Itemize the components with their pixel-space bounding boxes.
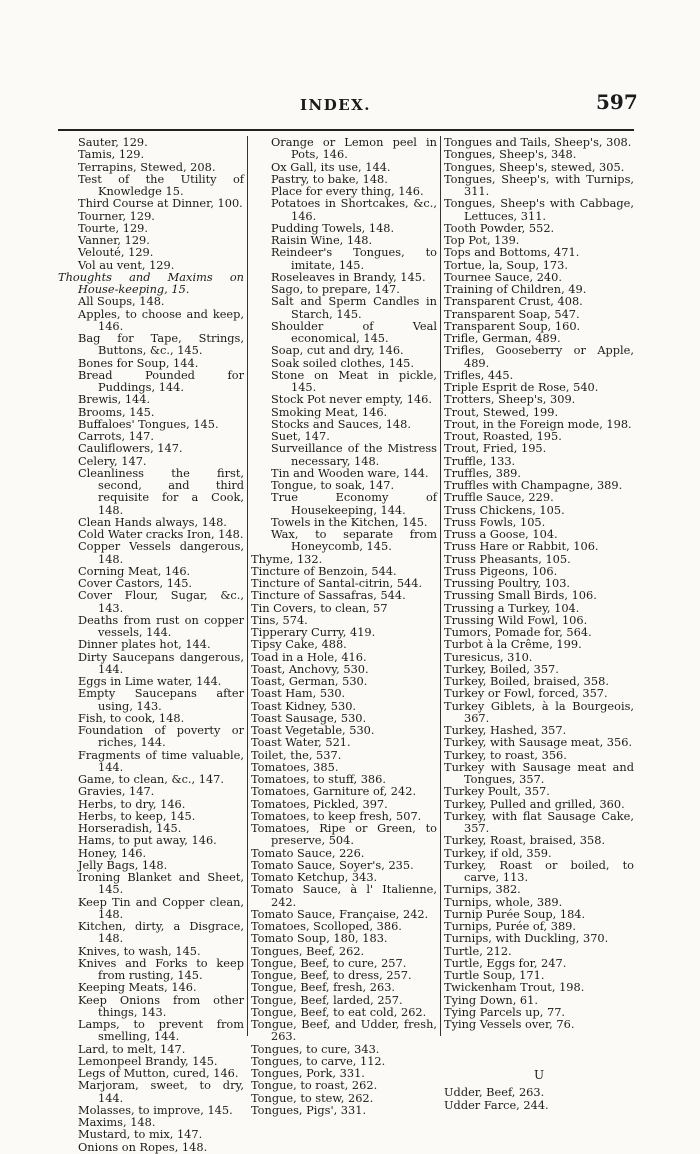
index-entry: Turnips, Purée of, 389.: [444, 919, 577, 933]
index-entry: Copper Vessels dangerous, 148.: [78, 539, 244, 566]
index-entry: Tin and Wooden ware, 144.: [271, 465, 429, 480]
index-entry: Apples, to choose and keep, 146.: [78, 306, 244, 333]
index-entry: Cover Flour, Sugar, &c., 143.: [78, 588, 244, 615]
index-entry: Thoughts and Maxims on House-keeping, 15.: [58, 269, 244, 296]
index-entry: Tops and Bottoms, 471.: [444, 245, 580, 260]
index-entry: Brooms, 145.: [78, 404, 155, 419]
index-entry: Eggs in Lime water, 144.: [78, 674, 222, 688]
index-entry: Tongue, Beef, and Udder, fresh, 263.: [251, 1017, 437, 1044]
index-entry: Tongues, Pigs', 331.: [251, 1102, 367, 1117]
index-entry: Shoulder of Veal economical, 145.: [271, 318, 437, 345]
index-column-1: [58, 135, 244, 1154]
index-entry: Cover Castors, 145.: [78, 576, 193, 590]
index-entry: Place for every thing, 146.: [271, 184, 424, 198]
index-entry: Fragments of time valuable, 144.: [78, 747, 244, 774]
index-entry: Tying Parcels up, 77.: [444, 1004, 566, 1019]
index-entry: Fish, to cook, 148.: [78, 710, 185, 725]
index-column-2: [251, 135, 437, 1117]
index-entry: Tomatoes, Garniture of, 242.: [251, 784, 417, 799]
index-entry: Sauter, 129.: [78, 135, 148, 149]
index-entry: Knives, to wash, 145.: [78, 943, 201, 958]
index-entry: Foundation of poverty or riches, 144.: [78, 723, 244, 750]
index-entry: Sago, to prepare, 147.: [271, 282, 400, 296]
index-entry: Training of Children, 49.: [444, 282, 587, 296]
index-entry: Truss Pigeons, 106.: [444, 563, 558, 578]
index-entry: Turnips, 382.: [444, 882, 521, 897]
index-entry: Corning Meat, 146.: [78, 563, 191, 578]
index-entry: Tongue, Beef, larded, 257.: [251, 992, 403, 1007]
index-entry: Surveillance of the Mistress necessary, 148.: [271, 441, 437, 468]
index-entry: Tongue, to soak, 147.: [271, 478, 395, 492]
index-entry: Toast Ham, 530.: [251, 686, 346, 701]
index-entry: Turtle, Eggs for, 247.: [444, 955, 567, 970]
index-entry: Keeping Meats, 146.: [78, 980, 197, 995]
index-entry: Tongue, Beef, fresh, 263.: [251, 980, 396, 995]
index-entry: Trussing a Turkey, 104.: [444, 600, 580, 615]
index-entry: Towels in the Kitchen, 145.: [271, 514, 428, 529]
index-entry: Soap, cut and dry, 146.: [271, 343, 404, 358]
index-entry: Stocks and Sauces, 148.: [271, 416, 411, 431]
index-entry: Trussing Poultry, 103.: [444, 576, 571, 590]
index-entry: Tomato Sauce, 226.: [251, 845, 365, 860]
header-rule: [58, 129, 634, 131]
index-entry: Tying Vessels over, 76.: [444, 1017, 575, 1031]
index-entry: Tongues and Tails, Sheep's, 308.: [444, 135, 632, 149]
index-entry: Tongues, Sheep's with Cabbage, Lettuces, 311.: [444, 196, 634, 223]
index-entry: Herbs, to dry, 146.: [78, 796, 186, 811]
index-entry: Empty Saucepans after using, 143.: [78, 686, 244, 713]
index-entry: Kitchen, dirty, a Disgrace, 148.: [78, 919, 244, 946]
index-entry: Ironing Blanket and Sheet, 145.: [78, 870, 244, 897]
index-entry: Test of the Utility of Knowledge 15.: [78, 171, 244, 198]
index-entry: Turbot à la Crême, 199.: [444, 637, 582, 652]
index-entry: Tongue, Beef, to eat cold, 262.: [251, 1004, 427, 1019]
index-entry: Turtle Soup, 171.: [444, 968, 545, 982]
index-entry: Suet, 147.: [271, 429, 330, 443]
index-entry: Twickenham Trout, 198.: [444, 980, 585, 995]
index-entry: Tomatoes, Ripe or Green, to preserve, 504.: [251, 821, 437, 848]
index-entry: Ox Gall, its use, 144.: [271, 159, 391, 174]
index-entry: Transparent Soup, 160.: [444, 318, 581, 333]
index-entry: Turkey Poult, 357.: [444, 784, 550, 799]
index-entry: Transparent Crust, 408.: [444, 294, 583, 309]
index-entry: Tourner, 129.: [78, 208, 155, 223]
index-entry: Horseradish, 145.: [78, 821, 182, 835]
index-entry: Transparent Soap, 547.: [444, 306, 580, 321]
index-entry: Toast, Anchovy, 530.: [251, 661, 369, 676]
index-entry: Lamps, to prevent from smelling, 144.: [78, 1017, 244, 1044]
index-entry: Bones for Soup, 144.: [78, 355, 199, 370]
index-entry: Soak soiled clothes, 145.: [271, 355, 415, 370]
index-entry: Tongue, to stew, 262.: [251, 1090, 374, 1105]
index-entry: Trifles, 445.: [444, 367, 514, 382]
index-entry: Herbs, to keep, 145.: [78, 808, 196, 823]
index-entry: Lard, to melt, 147.: [78, 1041, 186, 1056]
index-entry: Tomato Ketchup, 343.: [251, 870, 378, 884]
index-entry: Tongues, Beef, 262.: [251, 943, 365, 958]
index-entry: Tomato Sauce, à l' Italienne, 242.: [251, 882, 437, 909]
index-entry: Stock Pot never empty, 146.: [271, 392, 432, 407]
index-entry: Thyme, 132.: [251, 551, 323, 566]
index-entry: Vol au vent, 129.: [78, 257, 175, 272]
index-entry: Trifles, Gooseberry or Apple, 489.: [444, 343, 634, 370]
index-entry: Trout, in the Foreign mode, 198.: [444, 416, 632, 431]
index-entry: Truffle Sauce, 229.: [444, 490, 554, 505]
index-entry: Truss Chickens, 105.: [444, 502, 565, 517]
index-entry: Tongues, Pork, 331.: [251, 1066, 365, 1080]
index-entry: Potatoes in Shortcakes, &c., 146.: [271, 196, 437, 223]
index-entry: Turkey, Pulled and grilled, 360.: [444, 796, 625, 811]
index-entry: Tongue, to roast, 262.: [251, 1078, 378, 1093]
index-entry: Turkey, Hashed, 357.: [444, 723, 567, 737]
index-entry: Truss Fowls, 105.: [444, 514, 546, 529]
index-entry: Tongue, Beef, to cure, 257.: [251, 955, 407, 970]
index-entry: Top Pot, 139.: [444, 233, 520, 247]
index-entry: Cauliflowers, 147.: [78, 441, 183, 456]
index-entry: Truss a Goose, 104.: [444, 527, 558, 541]
index-entry: Onions on Ropes, 148.: [78, 1139, 208, 1154]
index-entry: Tomato Sauce, Soyer's, 235.: [251, 857, 414, 872]
index-entry: Trotters, Sheep's, 309.: [444, 392, 576, 407]
page-header: [0, 88, 700, 128]
index-entry: Bag for Tape, Strings, Buttons, &c., 145.: [78, 331, 244, 358]
index-entry: Legs of Mutton, cured, 146.: [78, 1066, 239, 1080]
column-divider: [440, 136, 441, 1036]
index-entry: Toilet, the, 537.: [251, 747, 342, 762]
index-entry: Truffles with Champagne, 389.: [444, 478, 623, 492]
index-entry: Turkey or Fowl, forced, 357.: [444, 686, 608, 701]
index-entry: Tongue, Beef, to dress, 257.: [251, 968, 412, 982]
index-entry: Keep Tin and Copper clean, 148.: [78, 894, 244, 921]
index-entry: Trout, Fried, 195.: [444, 441, 547, 456]
index-title: INDEX.: [300, 96, 372, 114]
page-number: 597: [596, 90, 638, 114]
section-letter: U: [533, 1068, 545, 1083]
index-entry: Buffaloes' Tongues, 145.: [78, 416, 219, 431]
index-entry: Gravies, 147.: [78, 784, 155, 799]
index-entry: Turkey, Roast, braised, 358.: [444, 833, 606, 848]
index-entry: Turkey, Roast or boiled, to carve, 113.: [444, 857, 634, 884]
index-entry: Bread Pounded for Puddings, 144.: [78, 367, 244, 394]
index-entry: Turkey, to roast, 356.: [444, 747, 567, 762]
index-entry: Lemonpeel Brandy, 145.: [78, 1053, 218, 1068]
index-entry: Raisin Wine, 148.: [271, 233, 373, 247]
index-entry: Cold Water cracks Iron, 148.: [78, 527, 244, 541]
index-entry: Tin Covers, to clean, 57: [251, 600, 388, 615]
index-entry: Orange or Lemon peel in Pots, 146.: [271, 135, 437, 162]
index-entry: Tortue, la, Soup, 173.: [444, 257, 568, 272]
index-entry: Tomato Soup, 180, 183.: [251, 931, 388, 946]
index-entry: Udder, Beef, 263.: [444, 1085, 545, 1100]
index-entry: Tincture of Sassafras, 544.: [251, 588, 406, 603]
index-entry: Tongues, to carve, 112.: [251, 1053, 386, 1068]
index-entry: Smoking Meat, 146.: [271, 404, 388, 419]
index-entry: Trout, Stewed, 199.: [444, 404, 559, 419]
index-entry: Dirty Saucepans dangerous, 144.: [78, 649, 244, 676]
index-entry: Truss Pheasants, 105.: [444, 551, 571, 566]
index-entry: Toast Water, 521.: [251, 735, 351, 750]
index-entry: Toast Sausage, 530.: [251, 710, 367, 725]
index-entry: Turesicus, 310.: [444, 649, 533, 664]
index-entry: Toast Vegetable, 530.: [251, 723, 375, 737]
index-entry: Salt and Sperm Candles in Starch, 145.: [271, 294, 437, 321]
index-entry: Reindeer's Tongues, to imitate, 145.: [271, 245, 437, 272]
index-entry: Tongues, Sheep's, with Turnips, 311.: [444, 171, 634, 198]
index-entry: Truss Hare or Rabbit, 106.: [444, 539, 599, 554]
index-entry: Tomato Sauce, Française, 242.: [251, 906, 429, 921]
index-entry: Turkey, Boiled, braised, 358.: [444, 674, 609, 688]
index-entry: Tins, 574.: [251, 612, 308, 627]
index-entry: Udder Farce, 244.: [444, 1097, 549, 1112]
index-entry: Molasses, to improve, 145.: [78, 1102, 233, 1117]
index-entry: Toast, German, 530.: [251, 674, 368, 688]
index-entry: Hams, to put away, 146.: [78, 833, 217, 848]
index-entry: Tomatoes, Scolloped, 386.: [251, 919, 402, 933]
index-entry: Dinner plates hot, 144.: [78, 637, 211, 652]
index-entry: Turnips, whole, 389.: [444, 894, 563, 909]
index-entry: Wax, to separate from Honeycomb, 145.: [271, 527, 437, 554]
index-entry: Truffle, 133.: [444, 453, 516, 468]
index-entry: Knives and Forks to keep from rusting, 145.: [78, 955, 244, 982]
index-entry: Third Course at Dinner, 100.: [78, 196, 243, 211]
index-entry: Tincture of Santal-citrin, 544.: [251, 576, 423, 590]
index-entry: Turkey with Sausage meat and Tongues, 357.: [444, 759, 634, 786]
index-entry: Turnips, with Duckling, 370.: [444, 931, 609, 946]
index-entry: Keep Onions from other things, 143.: [78, 992, 244, 1019]
index-entry: Terrapins, Stewed, 208.: [78, 159, 216, 174]
index-entry: Tomatoes, to stuff, 386.: [251, 772, 386, 786]
index-entry: Tying Down, 61.: [444, 992, 538, 1007]
index-entry: Trussing Small Birds, 106.: [444, 588, 597, 603]
index-entry: Tongues, to cure, 343.: [251, 1041, 380, 1056]
index-entry: All Soups, 148.: [78, 294, 165, 309]
index-entry: Tomatoes, 385.: [251, 759, 339, 774]
index-entry: Tooth Powder, 552.: [444, 220, 555, 235]
index-entry: Trifle, German, 489.: [444, 331, 561, 345]
index-entry: Celery, 147.: [78, 453, 147, 468]
index-entry: Tipperary Curry, 419.: [251, 625, 376, 639]
index-column-3: [444, 135, 634, 1112]
index-entry: Turnip Purée Soup, 184.: [444, 906, 586, 921]
index-entry: Roseleaves in Brandy, 145.: [271, 269, 426, 284]
index-entry: Pastry, to bake, 148.: [271, 171, 388, 186]
index-entry: Tournee Sauce, 240.: [444, 269, 562, 284]
index-entry: Turtle, 212.: [444, 943, 512, 958]
index-entry: Tomatoes, to keep fresh, 507.: [251, 808, 422, 823]
index-entry: Turkey, with Sausage meat, 356.: [444, 735, 633, 750]
index-entry: Cleanliness the first, second, and third requisite for a Cook, 148.: [78, 465, 244, 517]
index-entry: Tongues, Sheep's, 348.: [444, 147, 577, 162]
index-entry: Turkey, with flat Sausage Cake, 357.: [444, 808, 634, 835]
index-entry: Deaths from rust on copper vessels, 144.: [78, 612, 244, 639]
index-entry: Turkey, if old, 359.: [444, 845, 552, 860]
index-entry: Clean Hands always, 148.: [78, 514, 227, 529]
index-entry: Velouté, 129.: [78, 245, 154, 260]
index-entry: Tipsy Cake, 488.: [251, 637, 347, 652]
index-entry: Vanner, 129.: [78, 233, 150, 247]
index-entry: Stone on Meat in pickle, 145.: [271, 367, 437, 394]
index-entry: Tourte, 129.: [78, 220, 148, 235]
index-entry: Jelly Bags, 148.: [78, 857, 168, 872]
index-entry: Truffles, 389.: [444, 465, 521, 480]
index-entry: Triple Esprit de Rose, 540.: [444, 380, 599, 394]
index-entry: Honey, 146.: [78, 845, 147, 860]
index-entry: Tincture of Benzoin, 544.: [251, 563, 397, 578]
index-entry: Turkey, Boiled, 357.: [444, 661, 559, 676]
index-entry: Marjoram, sweet, to dry, 144.: [78, 1078, 244, 1105]
index-entry: Game, to clean, &c., 147.: [78, 772, 225, 786]
index-entry: Trussing Wild Fowl, 106.: [444, 612, 588, 627]
section-spacer: [444, 1030, 634, 1064]
index-entry: Maxims, 148.: [78, 1115, 156, 1129]
index-entry: True Economy of Housekeeping, 144.: [271, 490, 437, 517]
index-entry: Tomatoes, Pickled, 397.: [251, 796, 388, 811]
index-entry: Tumors, Pomade for, 564.: [444, 625, 592, 639]
index-entry: Toast Kidney, 530.: [251, 698, 357, 713]
index-entry: Trout, Roasted, 195.: [444, 429, 562, 443]
index-entry: Tamis, 129.: [78, 147, 145, 162]
index-entry: Toad in a Hole, 416.: [251, 649, 367, 664]
index-entry: Carrots, 147.: [78, 429, 154, 443]
index-entry: Brewis, 144.: [78, 392, 151, 407]
index-entry: Turkey Giblets, à la Bourgeois, 367.: [444, 698, 634, 725]
index-entry: Pudding Towels, 148.: [271, 220, 395, 235]
index-entry: Tongues, Sheep's, stewed, 305.: [444, 159, 625, 174]
column-divider: [247, 136, 248, 1036]
index-entry: Mustard, to mix, 147.: [78, 1127, 203, 1142]
